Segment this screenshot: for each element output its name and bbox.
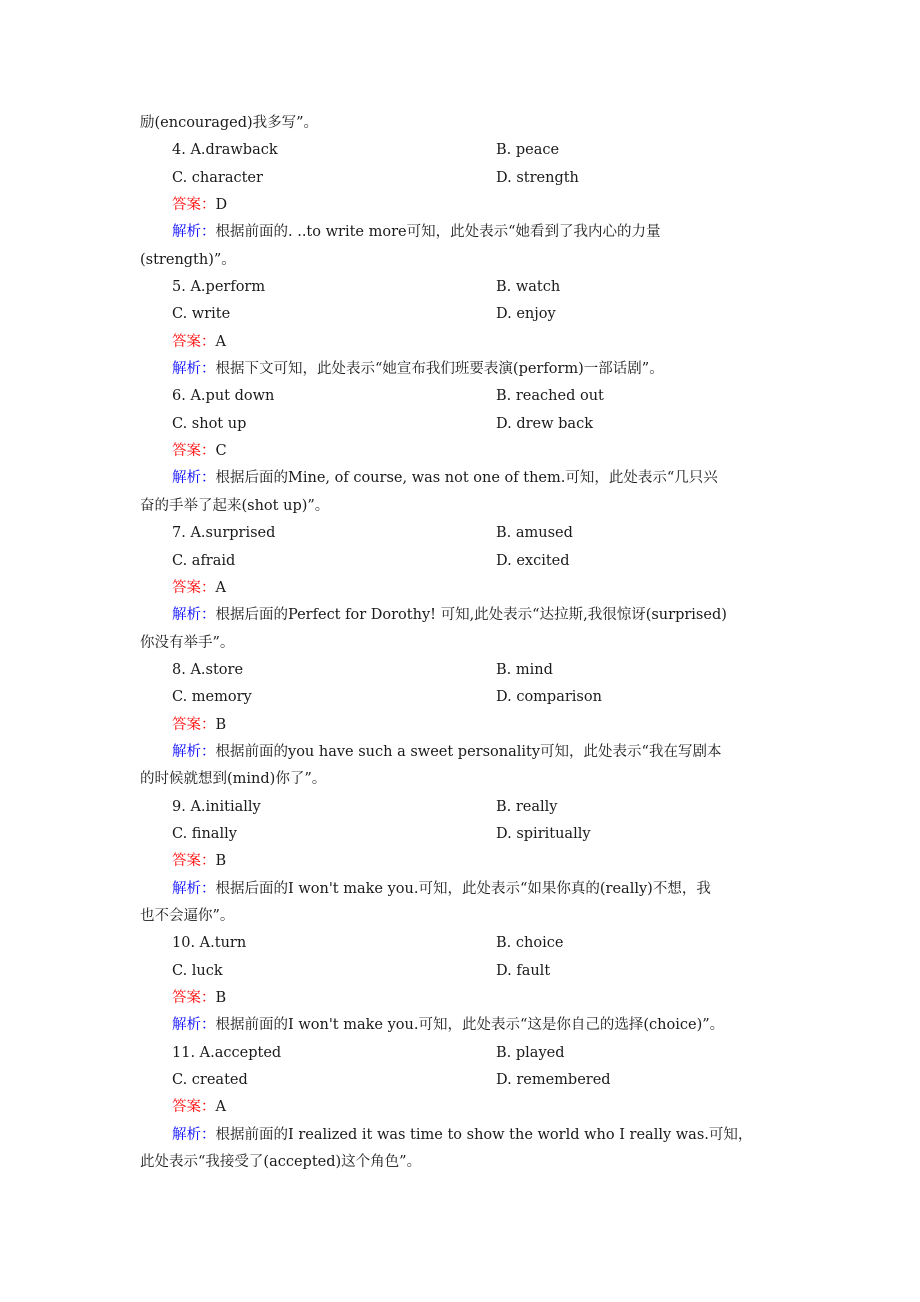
options-row-cd bbox=[140, 548, 790, 575]
analysis-text: 此处表示“我接受了(accepted)这个角色”。 bbox=[140, 1154, 422, 1171]
analysis-label: 解析： bbox=[172, 1126, 216, 1143]
question-number: 9. bbox=[172, 798, 186, 815]
answer-label: 答案： bbox=[172, 1099, 216, 1116]
answer-value: B bbox=[215, 716, 227, 733]
answer-label: 答案： bbox=[172, 333, 216, 350]
analysis-continuation bbox=[140, 247, 790, 274]
document-page bbox=[140, 110, 790, 1176]
answer-label: 答案： bbox=[172, 579, 216, 596]
analysis-text: 根据后面的Perfect for Dorothy! 可知,此处表示“达拉斯,我很惊讶(surprised) bbox=[215, 607, 727, 624]
option-b: B. peace bbox=[496, 142, 560, 159]
option-b: B. watch bbox=[496, 279, 561, 296]
analysis-continuation bbox=[140, 493, 790, 520]
analysis-continuation bbox=[140, 766, 790, 793]
answer-value: A bbox=[215, 1099, 226, 1116]
option-c: C. afraid bbox=[172, 552, 236, 569]
options-row-cd bbox=[140, 821, 790, 848]
question-block bbox=[140, 930, 790, 1039]
options-row-ab bbox=[140, 274, 790, 301]
analysis-text: 也不会逼你”。 bbox=[140, 907, 235, 924]
answer-value: C bbox=[215, 443, 227, 460]
analysis-row bbox=[140, 739, 790, 766]
answer-label: 答案： bbox=[172, 443, 216, 460]
option-a-text: A.perform bbox=[190, 279, 266, 296]
answer-row bbox=[140, 329, 790, 356]
option-a-text: A.turn bbox=[199, 935, 247, 952]
option-b: B. played bbox=[496, 1044, 565, 1061]
options-row-ab bbox=[140, 930, 790, 957]
answer-row bbox=[140, 438, 790, 465]
answer-value: D bbox=[215, 197, 228, 214]
intro-tail-text: 励(encouraged)我多写”。 bbox=[140, 115, 319, 131]
option-d: D. comparison bbox=[496, 689, 602, 706]
analysis-row bbox=[140, 1122, 790, 1149]
option-d: D. fault bbox=[496, 962, 551, 979]
question-block bbox=[140, 794, 790, 931]
option-a-text: A.initially bbox=[190, 798, 261, 815]
answer-label: 答案： bbox=[172, 716, 216, 733]
options-row-ab bbox=[140, 137, 790, 164]
question-list bbox=[140, 137, 790, 1176]
analysis-continuation bbox=[140, 630, 790, 657]
option-c: C. character bbox=[172, 169, 263, 186]
options-row-cd bbox=[140, 411, 790, 438]
analysis-text: 根据前面的I won't make you.可知，此处表示“这是你自己的选择(choice)”。 bbox=[215, 1017, 725, 1034]
question-number: 11. bbox=[172, 1044, 196, 1061]
option-b: B. really bbox=[496, 798, 558, 815]
analysis-text: 根据下文可知，此处表示“她宣布我们班要表演(perform)一部话剧”。 bbox=[215, 361, 664, 378]
question-number: 4. bbox=[172, 142, 186, 159]
question-number: 5. bbox=[172, 279, 186, 296]
options-row-cd bbox=[140, 958, 790, 985]
question-block bbox=[140, 1040, 790, 1177]
answer-row bbox=[140, 985, 790, 1012]
analysis-row bbox=[140, 465, 790, 492]
analysis-text: 的时候就想到(mind)你了”。 bbox=[140, 771, 327, 788]
answer-value: B bbox=[215, 990, 227, 1006]
option-a bbox=[172, 137, 278, 164]
question-block bbox=[140, 274, 790, 383]
options-row-cd bbox=[140, 1067, 790, 1094]
option-c: C. created bbox=[172, 1072, 248, 1089]
option-c: C. luck bbox=[172, 962, 223, 979]
option-c: C. memory bbox=[172, 689, 252, 706]
option-a bbox=[172, 274, 265, 301]
answer-row bbox=[140, 1094, 790, 1121]
option-a-text: A.store bbox=[190, 661, 244, 678]
options-row-ab bbox=[140, 520, 790, 547]
analysis-continuation bbox=[140, 903, 790, 930]
intro-tail-line bbox=[140, 110, 790, 137]
analysis-text: 根据后面的I won't make you.可知，此处表示“如果你真的(really)不想，我 bbox=[215, 880, 711, 897]
answer-label: 答案： bbox=[172, 990, 216, 1006]
option-d: D. drew back bbox=[496, 415, 593, 432]
answer-value: A bbox=[215, 333, 226, 350]
option-a bbox=[172, 1040, 281, 1067]
answer-row bbox=[140, 712, 790, 739]
option-a-text: A.surprised bbox=[190, 525, 276, 542]
analysis-row bbox=[140, 1012, 790, 1039]
option-a-text: A.drawback bbox=[190, 142, 278, 159]
analysis-label: 解析： bbox=[172, 880, 216, 897]
analysis-label: 解析： bbox=[172, 470, 216, 487]
question-block bbox=[140, 657, 790, 794]
question-block bbox=[140, 383, 790, 520]
option-b: B. choice bbox=[496, 935, 564, 952]
option-a bbox=[172, 657, 243, 684]
options-row-cd bbox=[140, 684, 790, 711]
option-a bbox=[172, 930, 246, 957]
analysis-label: 解析： bbox=[172, 1017, 216, 1034]
option-a-text: A.accepted bbox=[199, 1044, 282, 1061]
option-b: B. reached out bbox=[496, 388, 604, 405]
option-c: C. write bbox=[172, 306, 231, 323]
option-a bbox=[172, 794, 261, 821]
answer-value: A bbox=[215, 579, 226, 596]
answer-row bbox=[140, 575, 790, 602]
analysis-label: 解析： bbox=[172, 607, 216, 624]
analysis-text: 根据前面的you have such a sweet personality可知，此处表示“我在写剧本 bbox=[215, 743, 722, 760]
question-number: 8. bbox=[172, 661, 186, 678]
question-number: 10. bbox=[172, 935, 196, 952]
analysis-text: 奋的手举了起来(shot up)”。 bbox=[140, 497, 330, 514]
analysis-row bbox=[140, 219, 790, 246]
analysis-label: 解析： bbox=[172, 743, 216, 760]
option-d: D. enjoy bbox=[496, 306, 556, 323]
question-number: 6. bbox=[172, 388, 186, 405]
options-row-ab bbox=[140, 383, 790, 410]
option-a bbox=[172, 383, 274, 410]
analysis-label: 解析： bbox=[172, 361, 216, 378]
option-c: C. shot up bbox=[172, 415, 247, 432]
answer-label: 答案： bbox=[172, 197, 216, 214]
analysis-row bbox=[140, 602, 790, 629]
question-block bbox=[140, 137, 790, 274]
options-row-ab bbox=[140, 1040, 790, 1067]
analysis-text: 根据后面的Mine, of course, was not one of them.可知，此处表示“几只兴 bbox=[215, 470, 718, 487]
answer-row bbox=[140, 848, 790, 875]
option-b: B. mind bbox=[496, 661, 553, 678]
option-d: D. spiritually bbox=[496, 825, 591, 842]
options-row-cd bbox=[140, 165, 790, 192]
analysis-continuation bbox=[140, 1149, 790, 1176]
analysis-text: 你没有举手”。 bbox=[140, 634, 235, 651]
option-c: C. finally bbox=[172, 825, 237, 842]
option-d: D. strength bbox=[496, 169, 579, 186]
analysis-row bbox=[140, 356, 790, 383]
options-row-ab bbox=[140, 657, 790, 684]
analysis-text: (strength)”。 bbox=[140, 251, 236, 268]
options-row-cd bbox=[140, 301, 790, 328]
analysis-row bbox=[140, 876, 790, 903]
option-a bbox=[172, 520, 275, 547]
analysis-text: 根据前面的. ..to write more可知，此处表示“她看到了我内心的力量 bbox=[215, 224, 661, 241]
options-row-ab bbox=[140, 794, 790, 821]
answer-value: B bbox=[215, 853, 227, 870]
option-b: B. amused bbox=[496, 525, 573, 542]
option-a-text: A.put down bbox=[190, 388, 275, 405]
question-number: 7. bbox=[172, 525, 186, 542]
analysis-label: 解析： bbox=[172, 224, 216, 241]
option-d: D. excited bbox=[496, 552, 570, 569]
analysis-text: 根据前面的I realized it was time to show the world who I really was.可知， bbox=[215, 1126, 753, 1143]
answer-label: 答案： bbox=[172, 853, 216, 870]
question-block bbox=[140, 520, 790, 657]
option-d: D. remembered bbox=[496, 1072, 611, 1089]
answer-row bbox=[140, 192, 790, 219]
